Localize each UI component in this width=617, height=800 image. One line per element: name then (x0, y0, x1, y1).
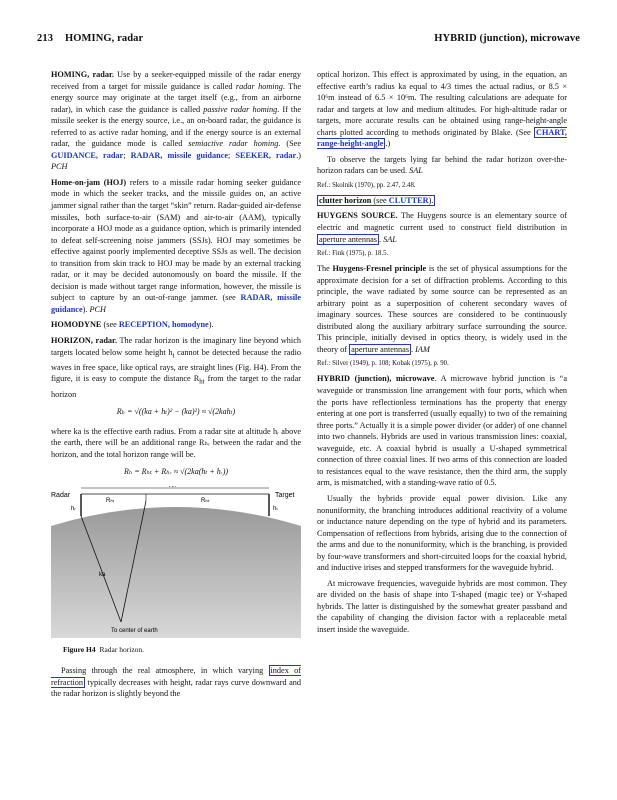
entry-text: . (See (278, 139, 301, 149)
entry-text: cannot be detected because the radio waves in free space, like optical rays, are straight lines (Fig. H4). From the figure, it is easy to compute the distance R (51, 347, 302, 384)
header-right-title: HYBRID (junction), microwave (434, 33, 580, 44)
entry-text: The radar horizon is the imaginary line beyond which targets located below some height h (51, 336, 302, 357)
link-guidance-radar[interactable]: GUIDANCE, radar (51, 150, 124, 160)
entry-text: ). (82, 304, 90, 314)
entry-text: ). (208, 320, 214, 330)
entry-term: HOMING, radar. (51, 70, 114, 79)
entry-term: Huygens-Fresnel principle (332, 264, 427, 274)
entry-text: refers to a missile radar homing seeker guidance mode in which the seeker tracks, and the missile guides on, an active jammer signal rather than the target “skin” return. Radar-guided air-defense missiles, both surface-to-air (SAM) and air-to-air (AAM), typically incorporate a HOJ mode as a guidance option, which is primarily intended to defeat self-screening noise jammers (SSJs). HOJ may sometimes be effective against poorly implemented deceptive SSJs as well. The decision to transition from skin track to HOJ may be made by an external tracking radar, or it may be decided autonomously on board the missile. If the decision is made without target range information, however, the missile is subject to capture by an out-of-range jammer. (see (51, 177, 301, 303)
subscript: ht (199, 378, 205, 386)
entry-text: (see (101, 320, 119, 330)
paragraph-microwave-hybrids: At microwave frequencies, waveguide hybrids are most common. They are divided on the basis of shape into T-shaped (magic tee) or Y-shaped hybrids. The latter is distinguished by the somewhat greater passband and the capability of changing the division factor with a replaceable metal insert inside the waveguide. (317, 578, 567, 634)
rhr-label: Rₕᵣ (106, 497, 115, 504)
entry-text: .) (385, 139, 391, 149)
equation-total-horizon-range: Rₕ = Rₕₜ + Rₕᵣ ≈ √(2ka(hₜ + hᵣ)) (123, 467, 229, 477)
entry-home-on-jam (51, 177, 301, 316)
entry-term: HUYGENS SOURCE. (317, 211, 398, 221)
link-reception-homodyne[interactable]: RECEPTION, homodyne (118, 320, 209, 330)
author-initials: SAL (383, 234, 397, 244)
radar-horizon-diagram (51, 486, 301, 638)
entry-homodyne (51, 319, 301, 331)
reference-silver-kobak: Ref.: Silver (1949), p. 108; Kobak (1975), p. 90. (317, 360, 449, 368)
author-initials: PCH (89, 304, 107, 314)
entry-text: . The energy source may originate at the target itself (e.g., from an airborne radar), in which case the guidance is called (51, 81, 301, 114)
center-of-earth-label: To center of earth (111, 627, 158, 634)
entry-text: Passing through the real atmosphere, in which varying (61, 666, 269, 676)
paragraph-over-horizon (317, 154, 567, 177)
italic-term: passive radar homing (203, 104, 278, 114)
entry-text: ). (428, 195, 434, 205)
ka-label: ka (99, 571, 106, 578)
author-initials: IAM (415, 344, 430, 354)
entry-text: . If the missile seeker is the energy source, i.e., an on-board radar, the guidance is referred to as active radar homing, and if the energy source is an external radar, the guidance mode is called (51, 104, 301, 149)
entry-term: Home-on-jam (HOJ) (51, 177, 127, 187)
entry-text: The (317, 264, 333, 274)
entry-text: . (378, 234, 384, 244)
paragraph-passing-atmosphere (51, 665, 301, 700)
caption-number: Figure H4 (63, 644, 96, 654)
rh-label: Rₕ (169, 485, 176, 489)
author-initials: PCH (51, 162, 68, 172)
link-radar-missile-guidance[interactable]: RADAR, missile guidance (51, 293, 301, 314)
entry-text: . (411, 344, 416, 354)
entry-text: (see (371, 195, 389, 205)
radar-label: Radar (51, 491, 71, 499)
entry-text: Use by a seeker-equipped missile of the radar energy received from a target for missile guidance is called (51, 70, 301, 91)
ht-label: hₜ (273, 505, 279, 512)
link-chart-range-height-angle[interactable]: CHART, range-height-angle (317, 127, 567, 149)
paragraph-hybrid-division: Usually the hybrids provide equal power division. Like any nonuniformity, the branching introduces additional reactivity of a volume or inductance nature depending on the type of hybrid and its parameters. Compensation of reflections from hybrids, arising due to the connection of the arms and due to the nonuniformity, which is the branching, is provided by four-wave transformers and short-circuited loops for the coaxial hybrid, and inductive irises and stepped transformers for the waveguide hybrid. (317, 493, 567, 573)
link-clutter[interactable]: CLUTTER (388, 195, 429, 205)
right-column (317, 69, 567, 640)
figure-caption (63, 644, 301, 656)
target-label: Target (275, 491, 295, 499)
entry-text: The Huygens source is an elementary source of electric and magnetic current used to construct field distribution in (317, 211, 567, 233)
entry-text: optical horizon. This effect is approximated by using, in the equation, an effective earth’s radius ka equal to 4/3 times the actual radius, or 8.5 × 10⁶m instead of 6.5 × 10⁶m. The resulting calculations are adequate for radar and targets at low and medium altitudes. For high-altitude radar or targets, more accurate results can be obtained using range-height-angle charts plotted according to methods originated by Blake. (See (317, 70, 567, 137)
reference-skolnik: Ref.: Skolnik (1970), pp. 2.47, 2.48. (317, 181, 416, 189)
entry-text: from the target to the radar horizon (51, 374, 302, 399)
equation-horizon-distance: Rₕ = √((ka + hₜ)² − (ka)²) ≈ √(2kahₜ) (116, 407, 236, 417)
entry-clutter-horizon (317, 195, 567, 207)
header-left-title: HOMING, radar (65, 33, 144, 44)
italic-term: semiactive radar homing (188, 139, 279, 149)
entry-term: HOMODYNE (51, 320, 102, 330)
page-number: 213 (37, 33, 54, 44)
hr-label: hᵣ (71, 505, 76, 512)
left-column (51, 69, 301, 704)
rht-label: Rₕₜ (201, 497, 210, 504)
entry-horizon-radar (51, 335, 301, 400)
entry-huygens-fresnel (317, 263, 567, 355)
author-initials: SAL (409, 166, 423, 176)
page-header (37, 33, 580, 47)
paragraph-optical-horizon (317, 69, 567, 150)
entry-text: To observe the targets lying far behind the radar horizon over-the-horizon radars can be used. (317, 154, 567, 176)
italic-term: radar homing (235, 81, 283, 91)
reference-fink: Ref.: Fink (1975), p. 18.5. (317, 250, 389, 258)
entry-term: HORIZON, radar. (51, 336, 118, 346)
figure-radar-horizon (51, 486, 301, 638)
caption-text: Radar horizon. (99, 644, 145, 654)
entry-text: .) (296, 150, 301, 160)
entry-text: typically decreases with height, radar rays curve downward and the radar horizon is slightly beyond the (51, 677, 301, 699)
link-index-of-refraction[interactable]: index of refraction (51, 666, 301, 687)
entry-term: HYBRID (junction), microwave (317, 374, 435, 384)
link-seeker-radar[interactable]: SEEKER, radar (235, 150, 297, 160)
link-aperture-antennas[interactable]: aperture antennas (351, 344, 410, 354)
separator: ; (123, 150, 131, 160)
entry-homing-radar (51, 69, 301, 173)
entry-term: clutter horizon (319, 195, 372, 205)
entry-text: . A microwave hybrid junction is “a waveguide or transmission line arrangement with four ports, which when the ports have reflectionless terminations has the property that energy entering at one port is transferred (usually equally) to two of the remaining three ports.” Actually it is a simple power divider (or adder) of one channel into two channels. Hybrids are used in various transmission lines: coaxial, waveguide, etc. A coaxial hybrid is usually a U-shaped symmetrical connection of three coaxial lines. If two arms of this connection are loaded to resistances equal to the wave resistance, then the third arm, the supply arm, is mismatched, with a standing-wave ratio of 0.5. (317, 374, 567, 488)
subscript: t (172, 352, 175, 360)
entry-text: is the set of physical assumptions for the approximate decision for a set of diffraction problems. According to this principle, the wave radiated by some source can be represented as an arbitrary point as a superposition of coherent secondary waves of imaginary sources. These sources are considered to be continuously distributed along the auxiliary arbitrary surface surrounding the source. This principle, initially devised in optics theory, is widely used in the theory of (317, 264, 568, 354)
entry-huygens-source (317, 210, 567, 245)
paragraph-effective-radius: where ka is the effective earth radius. From a radar site at altitude hᵣ above the earth, there will be an additional range Rₕᵣ between the radar and the horizon, and the total horizon range will be. (51, 426, 301, 459)
earth-surface (51, 507, 301, 638)
link-aperture-antennas[interactable]: aperture antennas (319, 234, 377, 244)
link-radar-missile-guidance[interactable]: RADAR, missile guidance (130, 150, 229, 160)
separator: ; (228, 150, 236, 160)
entry-hybrid-junction (317, 373, 567, 488)
